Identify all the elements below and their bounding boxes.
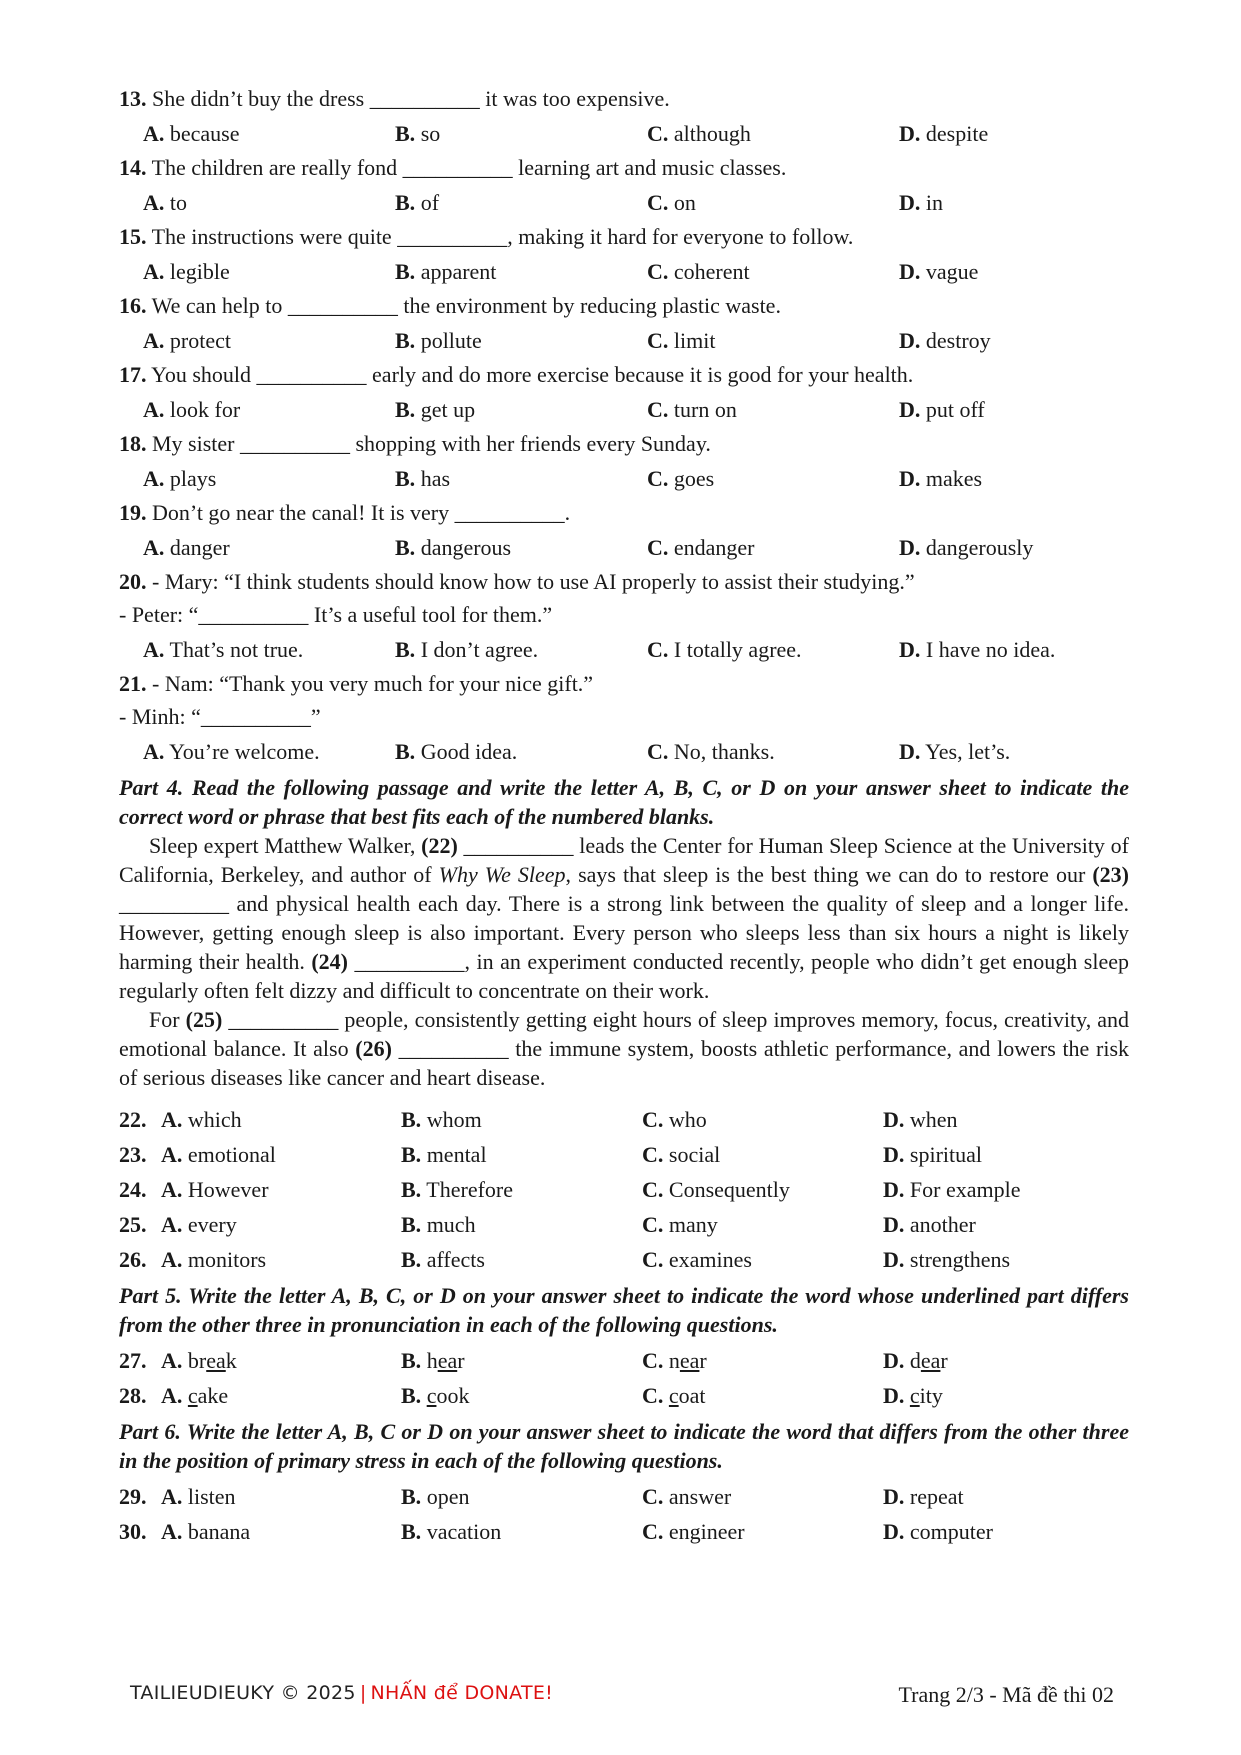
options-row bbox=[119, 121, 1129, 147]
question-17 bbox=[119, 362, 1129, 423]
option-b[interactable]: B. dangerous bbox=[395, 535, 512, 560]
option-d[interactable]: D. I have no idea. bbox=[899, 637, 1056, 662]
option-d[interactable]: D. despite bbox=[899, 121, 989, 146]
question-number: 20. bbox=[119, 569, 147, 594]
question-text: My sister __________ shopping with her friends every Sunday. bbox=[146, 431, 711, 456]
question-21 bbox=[119, 671, 1129, 765]
option-b[interactable]: B. I don’t agree. bbox=[395, 637, 539, 662]
answer-row-24: 24. A. However B. Therefore C. Consequently D. For example bbox=[119, 1177, 1129, 1203]
option-b[interactable]: B. so bbox=[395, 121, 441, 146]
option-c[interactable]: C. although bbox=[647, 121, 751, 146]
question-text: Don’t go near the canal! It is very __________. bbox=[146, 500, 571, 525]
option-c[interactable]: C. No, thanks. bbox=[647, 739, 775, 764]
option-a[interactable]: A. cake bbox=[161, 1383, 229, 1408]
options-row bbox=[119, 466, 1129, 492]
option-a[interactable]: A. plays bbox=[143, 466, 217, 491]
passage-paragraph-2: For (25) __________ people, consistently getting eight hours of sleep improves memory, focus, creativity, and emotional balance. It also (26) __________ the immune system, boosts athletic performance, and lowers the risk of serious diseases like cancer and heart disease. bbox=[119, 1007, 1130, 1090]
option-d[interactable]: D. makes bbox=[899, 466, 983, 491]
option-b[interactable]: B. apparent bbox=[395, 259, 497, 284]
option-d[interactable]: D. repeat bbox=[883, 1484, 964, 1509]
question-20 bbox=[119, 569, 1129, 663]
answer-row-22: 22. A. which B. whom C. who D. when bbox=[119, 1107, 1129, 1133]
question-number: 13. bbox=[119, 86, 147, 111]
question-text: The children are really fond __________ learning art and music classes. bbox=[146, 155, 787, 180]
option-d[interactable]: D. Yes, let’s. bbox=[899, 739, 1011, 764]
option-c[interactable]: C. I totally agree. bbox=[647, 637, 802, 662]
question-number: 21. bbox=[119, 671, 147, 696]
option-d[interactable]: D. city bbox=[883, 1383, 943, 1408]
option-b[interactable]: B. cook bbox=[401, 1383, 470, 1408]
question-16 bbox=[119, 293, 1129, 354]
option-c[interactable]: C. goes bbox=[647, 466, 715, 491]
dialogue-line: 20. - Mary: “I think students should know how to use AI properly to assist their studying.” bbox=[119, 569, 915, 594]
question-text: She didn’t buy the dress __________ it was too expensive. bbox=[146, 86, 670, 111]
question-text: We can help to __________ the environment by reducing plastic waste. bbox=[146, 293, 781, 318]
option-a[interactable]: A. which bbox=[161, 1107, 242, 1132]
option-c[interactable]: C. limit bbox=[647, 328, 716, 353]
answer-row-29: 29. A. listen B. open C. answer D. repeat bbox=[119, 1484, 1129, 1510]
question-18 bbox=[119, 431, 1129, 492]
part-4-heading: Part 4. Read the following passage and write the letter A, B, C, or D on your answer sheet to indicate the correct word or phrase that best fits each of the numbered blanks. bbox=[119, 775, 1129, 829]
option-c[interactable]: C. who bbox=[642, 1107, 707, 1132]
option-b[interactable]: B. much bbox=[401, 1212, 476, 1237]
option-c[interactable]: C. near bbox=[642, 1348, 707, 1373]
option-d[interactable]: D. For example bbox=[883, 1177, 1021, 1202]
option-b[interactable]: B. Good idea. bbox=[395, 739, 518, 764]
options-row bbox=[119, 190, 1129, 216]
option-a[interactable]: A. That’s not true. bbox=[143, 637, 304, 662]
footer-separator: | bbox=[359, 1682, 367, 1704]
answer-row-27: 27. A. break B. hear C. near D. dear bbox=[119, 1348, 1129, 1374]
question-number: 15. bbox=[119, 224, 147, 249]
option-d[interactable]: D. put off bbox=[899, 397, 985, 422]
option-b[interactable]: B. whom bbox=[401, 1107, 482, 1132]
option-c[interactable]: C. turn on bbox=[647, 397, 737, 422]
option-a[interactable]: A. legible bbox=[143, 259, 230, 284]
blank-25-label: (25) bbox=[185, 1007, 223, 1032]
brand-copyright: TAILIEUDIEUKY © 2025 bbox=[130, 1682, 356, 1704]
exam-page bbox=[119, 86, 1129, 1553]
option-c[interactable]: C. coat bbox=[642, 1383, 706, 1408]
option-b[interactable]: B. hear bbox=[401, 1348, 465, 1373]
question-15 bbox=[119, 224, 1129, 285]
part-5-heading: Part 5. Write the letter A, B, C, or D on your answer sheet to indicate the word whose underlined part differs from the other three in pronunciation in each of the following questions. bbox=[119, 1283, 1129, 1337]
answer-row-25: 25. A. every B. much C. many D. another bbox=[119, 1212, 1129, 1238]
option-c[interactable]: C. many bbox=[642, 1212, 718, 1237]
blank-22-label: (22) bbox=[421, 833, 458, 858]
dialogue-line: - Peter: “__________ It’s a useful tool for them.” bbox=[119, 602, 553, 627]
option-c[interactable]: C. endanger bbox=[647, 535, 755, 560]
option-c[interactable]: C. on bbox=[647, 190, 696, 215]
question-number: 18. bbox=[119, 431, 147, 456]
options-row bbox=[119, 259, 1129, 285]
option-b[interactable]: B. vacation bbox=[401, 1519, 502, 1544]
option-d[interactable]: D. computer bbox=[883, 1519, 993, 1544]
option-b[interactable]: B. mental bbox=[401, 1142, 487, 1167]
answer-row-23: 23. A. emotional B. mental C. social D. spiritual bbox=[119, 1142, 1129, 1168]
options-row bbox=[119, 328, 1129, 354]
option-b[interactable]: B. of bbox=[395, 190, 440, 215]
question-14 bbox=[119, 155, 1129, 216]
blank-24-label: (24) bbox=[311, 949, 348, 974]
option-c[interactable]: C. engineer bbox=[642, 1519, 745, 1544]
options-row bbox=[119, 535, 1129, 561]
book-title: Why We Sleep bbox=[438, 862, 566, 887]
donate-link[interactable]: NHẤN để DONATE! bbox=[370, 1682, 554, 1704]
question-stem bbox=[119, 86, 1129, 112]
option-d[interactable]: D. in bbox=[899, 190, 944, 215]
option-b[interactable]: B. Therefore bbox=[401, 1177, 514, 1202]
question-number: 17. bbox=[119, 362, 147, 387]
option-a[interactable]: A. to bbox=[143, 190, 188, 215]
option-b[interactable]: B. affects bbox=[401, 1247, 485, 1272]
option-d[interactable]: D. vague bbox=[899, 259, 979, 284]
answer-row-30: 30. A. banana B. vacation C. engineer D. computer bbox=[119, 1519, 1129, 1545]
option-c[interactable]: C. answer bbox=[642, 1484, 732, 1509]
option-b[interactable]: B. has bbox=[395, 466, 451, 491]
option-b[interactable]: B. pollute bbox=[395, 328, 482, 353]
option-a[interactable]: A. However bbox=[161, 1177, 269, 1202]
question-stem bbox=[119, 293, 1129, 319]
option-d[interactable]: D. another bbox=[883, 1212, 976, 1237]
option-a[interactable]: A. banana bbox=[161, 1519, 251, 1544]
dialogue-line: - Minh: “__________” bbox=[119, 704, 321, 729]
dialogue-line: 21. - Nam: “Thank you very much for your nice gift.” bbox=[119, 671, 594, 696]
option-b[interactable]: B. get up bbox=[395, 397, 476, 422]
option-a[interactable]: A. look for bbox=[143, 397, 241, 422]
question-stem bbox=[119, 500, 1129, 526]
option-b[interactable]: B. open bbox=[401, 1484, 470, 1509]
option-c[interactable]: C. social bbox=[642, 1142, 721, 1167]
question-stem bbox=[119, 362, 1129, 388]
option-a[interactable]: A. because bbox=[143, 121, 240, 146]
option-d[interactable]: D. dear bbox=[883, 1348, 948, 1373]
option-d[interactable]: D. when bbox=[883, 1107, 958, 1132]
option-d[interactable]: D. strengthens bbox=[883, 1247, 1011, 1272]
option-d[interactable]: D. dangerously bbox=[899, 535, 1034, 560]
answer-row-26: 26. A. monitors B. affects C. examines D. strengthens bbox=[119, 1247, 1129, 1273]
option-a[interactable]: A. protect bbox=[143, 328, 231, 353]
question-stem bbox=[119, 224, 1129, 250]
options-row bbox=[119, 397, 1129, 423]
option-c[interactable]: C. coherent bbox=[647, 259, 750, 284]
option-a[interactable]: A. monitors bbox=[161, 1247, 267, 1272]
question-text: The instructions were quite __________, making it hard for everyone to follow. bbox=[146, 224, 854, 249]
option-a[interactable]: A. danger bbox=[143, 535, 230, 560]
option-c[interactable]: C. Consequently bbox=[642, 1177, 790, 1202]
question-number: 16. bbox=[119, 293, 147, 318]
option-d[interactable]: D. spiritual bbox=[883, 1142, 982, 1167]
option-a[interactable]: A. You’re welcome. bbox=[143, 739, 320, 764]
page-number: Trang 2/3 - Mã đề thi 02 bbox=[898, 1682, 1114, 1707]
question-stem bbox=[119, 431, 1129, 457]
question-stem bbox=[119, 155, 1129, 181]
options-row bbox=[119, 739, 1129, 765]
options-row bbox=[119, 637, 1129, 663]
question-number: 14. bbox=[119, 155, 147, 180]
question-text: You should __________ early and do more exercise because it is good for your health. bbox=[146, 362, 914, 387]
option-c[interactable]: C. examines bbox=[642, 1247, 752, 1272]
question-13 bbox=[119, 86, 1129, 147]
option-a[interactable]: A. every bbox=[161, 1212, 237, 1237]
blank-23-label: (23) bbox=[1092, 862, 1129, 887]
passage-paragraph-1: Sleep expert Matthew Walker, (22) __________ leads the Center for Human Sleep Science at the University of California, Berkeley, and author of Why We Sleep, says that sleep is the best thing we can do to restore our (23) __________ and physical health each day. There is a strong link between the quality of sleep and a longer life. However, getting enough sleep is also important. Every person who sleeps less than six hours a night is likely harming their health. (24) __________, in an experiment conducted recently, people who didn’t get enough sleep regularly often felt dizzy and difficult to concentrate on their work. bbox=[119, 833, 1129, 1003]
page-footer bbox=[130, 1682, 1120, 1712]
blank-26-label: (26) bbox=[355, 1036, 392, 1061]
question-number: 19. bbox=[119, 500, 147, 525]
question-19 bbox=[119, 500, 1129, 561]
option-d[interactable]: D. destroy bbox=[899, 328, 991, 353]
footer-brand bbox=[130, 1682, 553, 1704]
part-6-heading: Part 6. Write the letter A, B, C or D on your answer sheet to indicate the word that differs from the other three in the position of primary stress in each of the following questions. bbox=[119, 1419, 1129, 1473]
option-a[interactable]: A. listen bbox=[161, 1484, 236, 1509]
option-a[interactable]: A. break bbox=[161, 1348, 237, 1373]
option-a[interactable]: A. emotional bbox=[161, 1142, 276, 1167]
answer-row-28: 28. A. cake B. cook C. coat D. city bbox=[119, 1383, 1129, 1409]
